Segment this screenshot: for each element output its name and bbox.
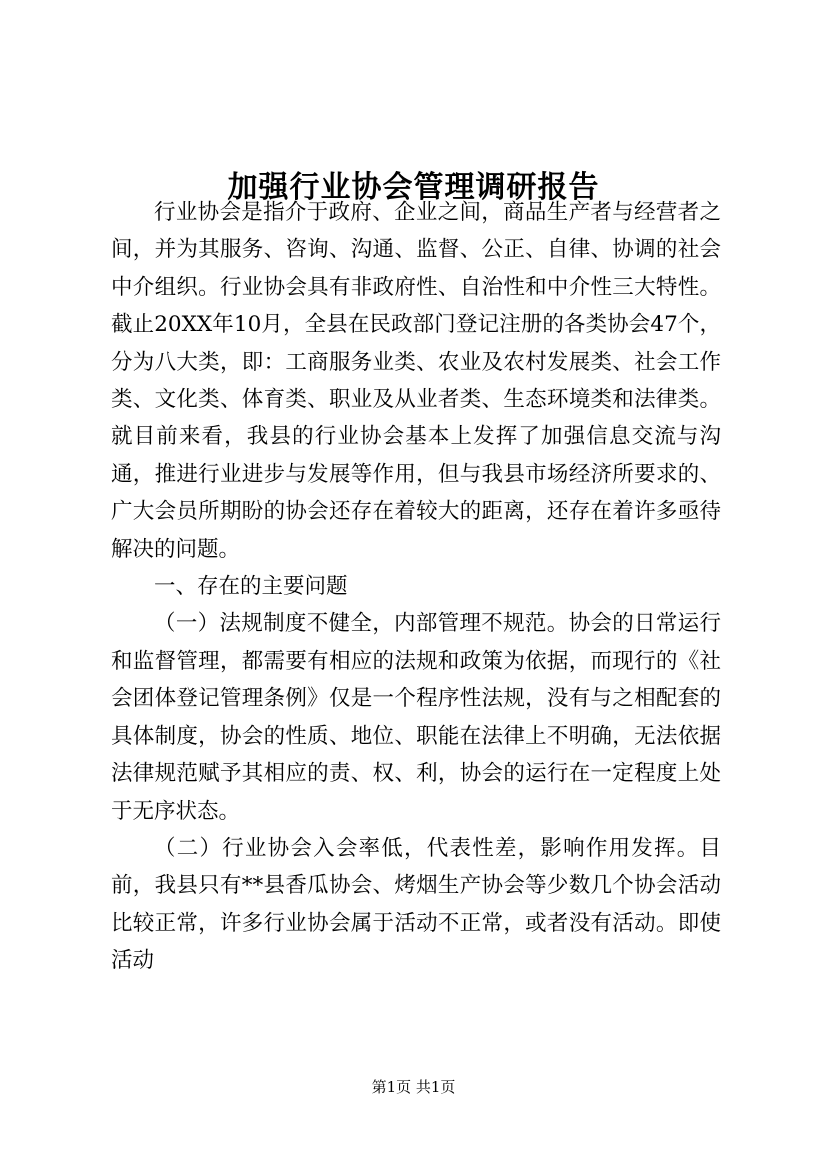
document-body: [111, 194, 721, 980]
page-footer: 第1页 共1页: [371, 1078, 456, 1096]
paragraph-problem-1: （一）法规制度不健全，内部管理不规范。协会的日常运行和监督管理，都需要有相应的法规和政策为依据，而现行的《社会团体登记管理条例》仅是一个程序性法规，没有与之相配套的具体制度，协会的性质、地位、职能在法律上不明确，无法依据法律规范赋予其相应的责、权、利，协会的运行在一定程度上处于无序状态。: [111, 611, 721, 824]
paragraph-intro: 行业协会是指介于政府、企业之间，商品生产者与经营者之间，并为其服务、咨询、沟通、监督、公正、自律、协调的社会中介组织。行业协会具有非政府性、自治性和中介性三大特性。截止20XX年10月，全县在民政部门登记注册的各类协会47个，分为八大类，即：工商服务业类、农业及农村发展类、社会工作类、文化类、体育类、职业及从业者类、生态环境类和法律类。就目前来看，我县的行业协会基本上发挥了加强信息交流与沟通，推进行业进步与发展等作用，但与我县市场经济所要求的、广大会员所期盼的协会还存在着较大的距离，还存在着许多亟待解决的问题。: [111, 200, 721, 562]
paragraph-problem-2: （二）行业协会入会率低，代表性差，影响作用发挥。目前，我县只有**县香瓜协会、烤烟生产协会等少数几个协会活动比较正常，许多行业协会属于活动不正常，或者没有活动。即使活动: [111, 835, 721, 974]
document-title: 加强行业协会管理调研报告: [227, 170, 600, 206]
section-heading-problems: 一、存在的主要问题: [154, 574, 348, 600]
